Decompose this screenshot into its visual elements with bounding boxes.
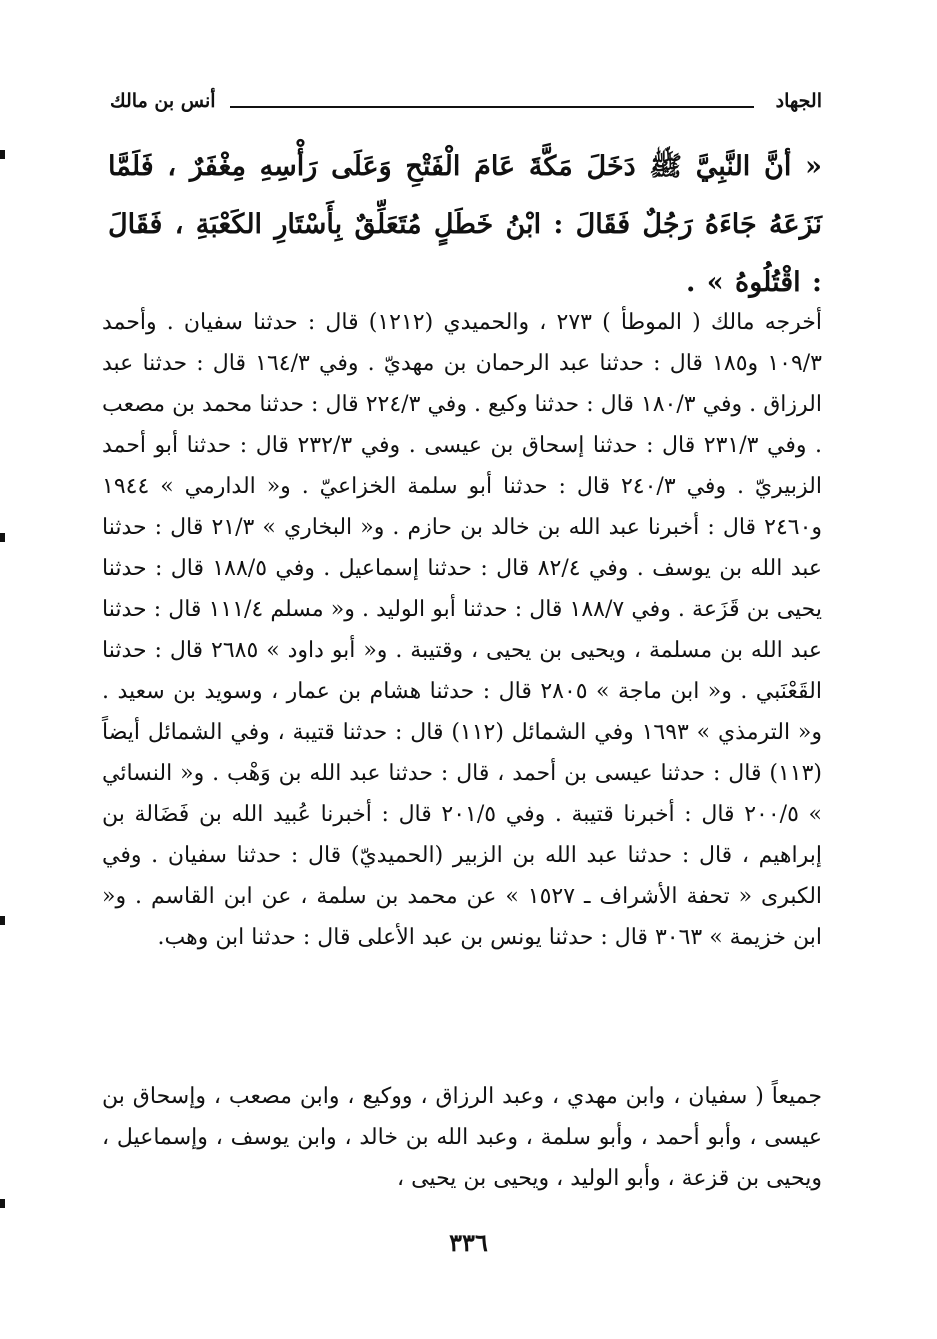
takhrij-paragraph: أخرجه مالك ( الموطأ ) ٢٧٣ ، والحميدي (١٢١٢) قال : حدثنا سفيان . وأحمد ١٠٩/٣ و١٨٥ قال : حدثنا عبد الرحمان بن مهديّ . وفي ١٦٤/٣ قال : حدثنا عبد الرزاق . وفي ١٨٠/٣ قال : حدثنا وكيع . وفي ٢٢٤/٣ قال : حدثنا محمد بن مصعب . وفي ٢٣١/٣ قال : حدثنا إسحاق بن عيسى . وفي ٢٣٢/٣ قال : حدثنا أبو أحمد الزبيريّ . وفي ٢٤٠/٣ قال : حدثنا أبو سلمة الخزاعيّ . و« الدارمي » ١٩٤٤ و٢٤٦٠ قال : أخبرنا عبد الله بن خالد بن حازم . و« البخاري » ٢١/٣ قال : حدثنا عبد الله بن يوسف . وفي ٨٢/٤ قال : حدثنا إسماعيل . وفي ١٨٨/٥ قال : حدثنا يحيى بن قَزَعة . وفي ١٨٨/٧ قال : حدثنا أبو الوليد . و« مسلم ١١١/٤ قال : حدثنا عبد الله بن مسلمة ، ويحيى بن يحيى ، وقتيبة . و« أبو داود » ٢٦٨٥ قال : حدثنا القَعْنَبي . و« ابن ماجة » ٢٨٠٥ قال : حدثنا هشام بن عمار ، وسويد بن سعيد . و« الترمذي » ١٦٩٣ وفي الشمائل (١١٢) قال : حدثنا قتيبة ، وفي الشمائل أيضاً (١١٣) قال : حدثنا عيسى بن أحمد ، قال : حدثنا عبد الله بن وَهْب . و« النسائي » ٢٠٠/٥ قال : أخبرنا قتيبة . وفي ٢٠١/٥ قال : أخبرنا عُبيد الله بن فَضَالة بن إبراهيم ، قال : حدثنا عبد الله بن الزبير (الحميديّ) قال : حدثنا سفيان . وفي الكبرى « تحفة الأشراف ـ ١٥٢٧ » عن محمد بن سلمة ، عن ابن القاسم . و« ابن خزيمة » ٣٠٦٣ قال : حدثنا يونس بن عبد الأعلى قال : حدثنا ابن وهب. — [102, 310, 823, 950]
scan-margin-mark — [0, 916, 5, 925]
summary-paragraph: جميعاً ( سفيان ، وابن مهدي ، وعبد الرزاق ، ووكيع ، وابن مصعب ، وإسحاق بن عيسى ، وأبو أحمد ، وأبو سلمة ، وعبد الله بن خالد ، وابن يوسف ، وإسماعيل ، ويحيى بن قزعة ، وأبو الوليد ، ويحيى بن يحيى ، — [102, 1084, 822, 1191]
scan-margin-mark — [0, 533, 5, 542]
narrator-title: أنس بن مالك — [110, 90, 216, 112]
chapter-title: الجهاد — [775, 90, 822, 112]
header-divider — [230, 106, 754, 108]
page-number: ٣٣٦ — [449, 1228, 488, 1257]
scan-margin-mark — [0, 150, 5, 159]
scan-margin-mark — [0, 1199, 5, 1208]
hadith-text: « أنَّ النَّبِيَّ ﷺ دَخَلَ مَكَّةَ عَامَ الْفَتْحِ وَعَلَى رَأْسِهِ مِغْفَرٌ ، فَلَمَّا نَزَعَهُ جَاءَهُ رَجُلٌ فَقَالَ : ابْنُ خَطَلٍ مُتَعَلِّقٌ بِأَسْتَارِ الكَعْبَةِ ، فَقَالَ : اقْتُلُوهُ » . — [108, 151, 822, 298]
running-header — [110, 86, 822, 122]
